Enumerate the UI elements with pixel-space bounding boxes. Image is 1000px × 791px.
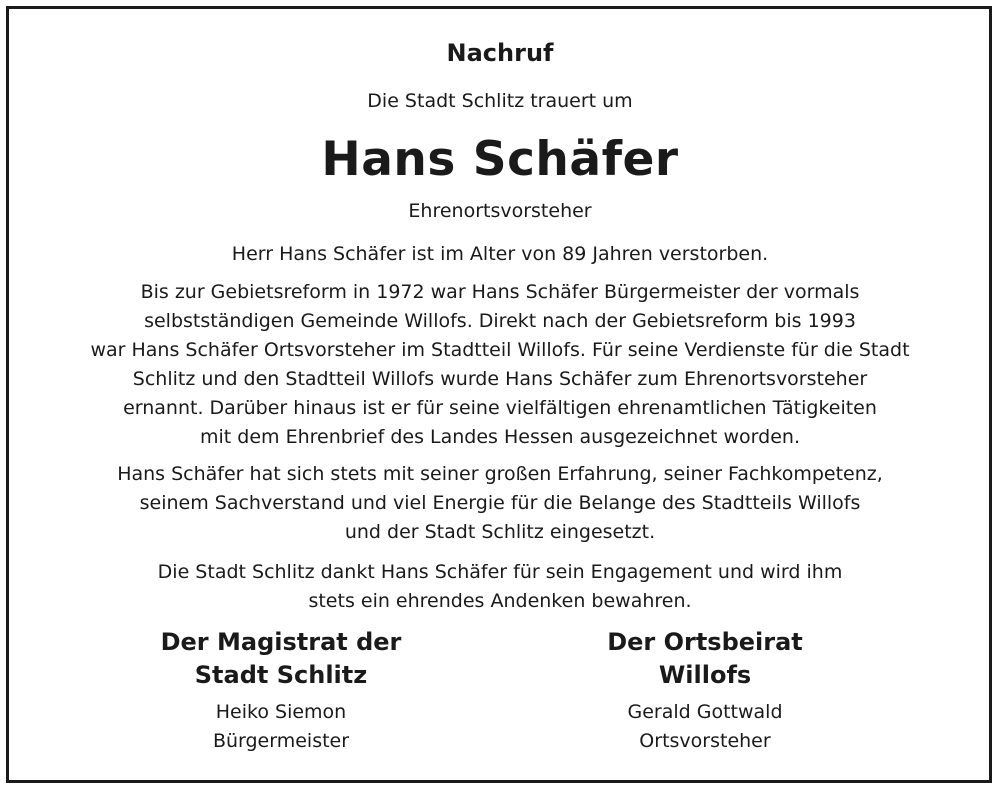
signer-position: Ortsvorsteher	[639, 730, 771, 752]
paragraph-age	[0, 240, 1000, 269]
deceased-role: Ehrenortsvorsteher	[408, 200, 592, 222]
signature-person	[91, 698, 471, 756]
paragraph-line: Die Stadt Schlitz dankt Hans Schäfer für sein Engagement und wird ihm	[157, 561, 843, 583]
paragraph-line: selbstständigen Gemeinde Willofs. Direkt nach der Gebietsreform bis 1993	[144, 310, 856, 332]
paragraph-career	[0, 278, 1000, 452]
notice-intro: Die Stadt Schlitz trauert um	[367, 90, 633, 112]
paragraph-line: ernannt. Darüber hinaus ist er für seine vielfältigen ehrenamtlichen Tätigkeiten	[123, 397, 877, 419]
notice-heading: Nachruf	[446, 39, 554, 67]
paragraph-line: seinem Sachverstand und viel Energie für die Belange des Stadtteils Willofs	[139, 492, 861, 514]
paragraph-line: stets ein ehrendes Andenken bewahren.	[308, 590, 692, 612]
paragraph-line: Hans Schäfer hat sich stets mit seiner großen Erfahrung, seiner Fachkompetenz,	[117, 463, 883, 485]
signature-organization	[91, 626, 471, 692]
paragraph-thanks	[0, 558, 1000, 616]
paragraph-line: war Hans Schäfer Ortsvorsteher im Stadtteil Willofs. Für seine Verdienste für die Stadt	[90, 339, 910, 361]
signature-person	[515, 698, 895, 756]
signature-org-line: Der Magistrat der	[160, 628, 402, 656]
signature-org-line: Willofs	[658, 661, 752, 689]
signature-ortsbeirat	[515, 626, 895, 756]
signature-org-line: Stadt Schlitz	[194, 661, 368, 689]
signature-magistrat	[91, 626, 471, 756]
paragraph-line: mit dem Ehrenbrief des Landes Hessen ausgezeichnet worden.	[200, 426, 800, 448]
paragraph-commitment	[0, 460, 1000, 547]
signer-position: Bürgermeister	[212, 730, 350, 752]
paragraph-line: und der Stadt Schlitz eingesetzt.	[344, 521, 656, 543]
signature-organization	[515, 626, 895, 692]
paragraph-line: Schlitz und den Stadtteil Willofs wurde Hans Schäfer zum Ehrenortsvorsteher	[132, 368, 868, 390]
deceased-name: Hans Schäfer	[321, 132, 679, 187]
signer-name: Gerald Gottwald	[627, 701, 783, 723]
paragraph-line: Bis zur Gebietsreform in 1972 war Hans Schäfer Bürgermeister der vormals	[140, 281, 860, 303]
paragraph-line: Herr Hans Schäfer ist im Alter von 89 Jahren verstorben.	[231, 243, 769, 265]
signature-org-line: Der Ortsbeirat	[607, 628, 803, 656]
signer-name: Heiko Siemon	[215, 701, 347, 723]
